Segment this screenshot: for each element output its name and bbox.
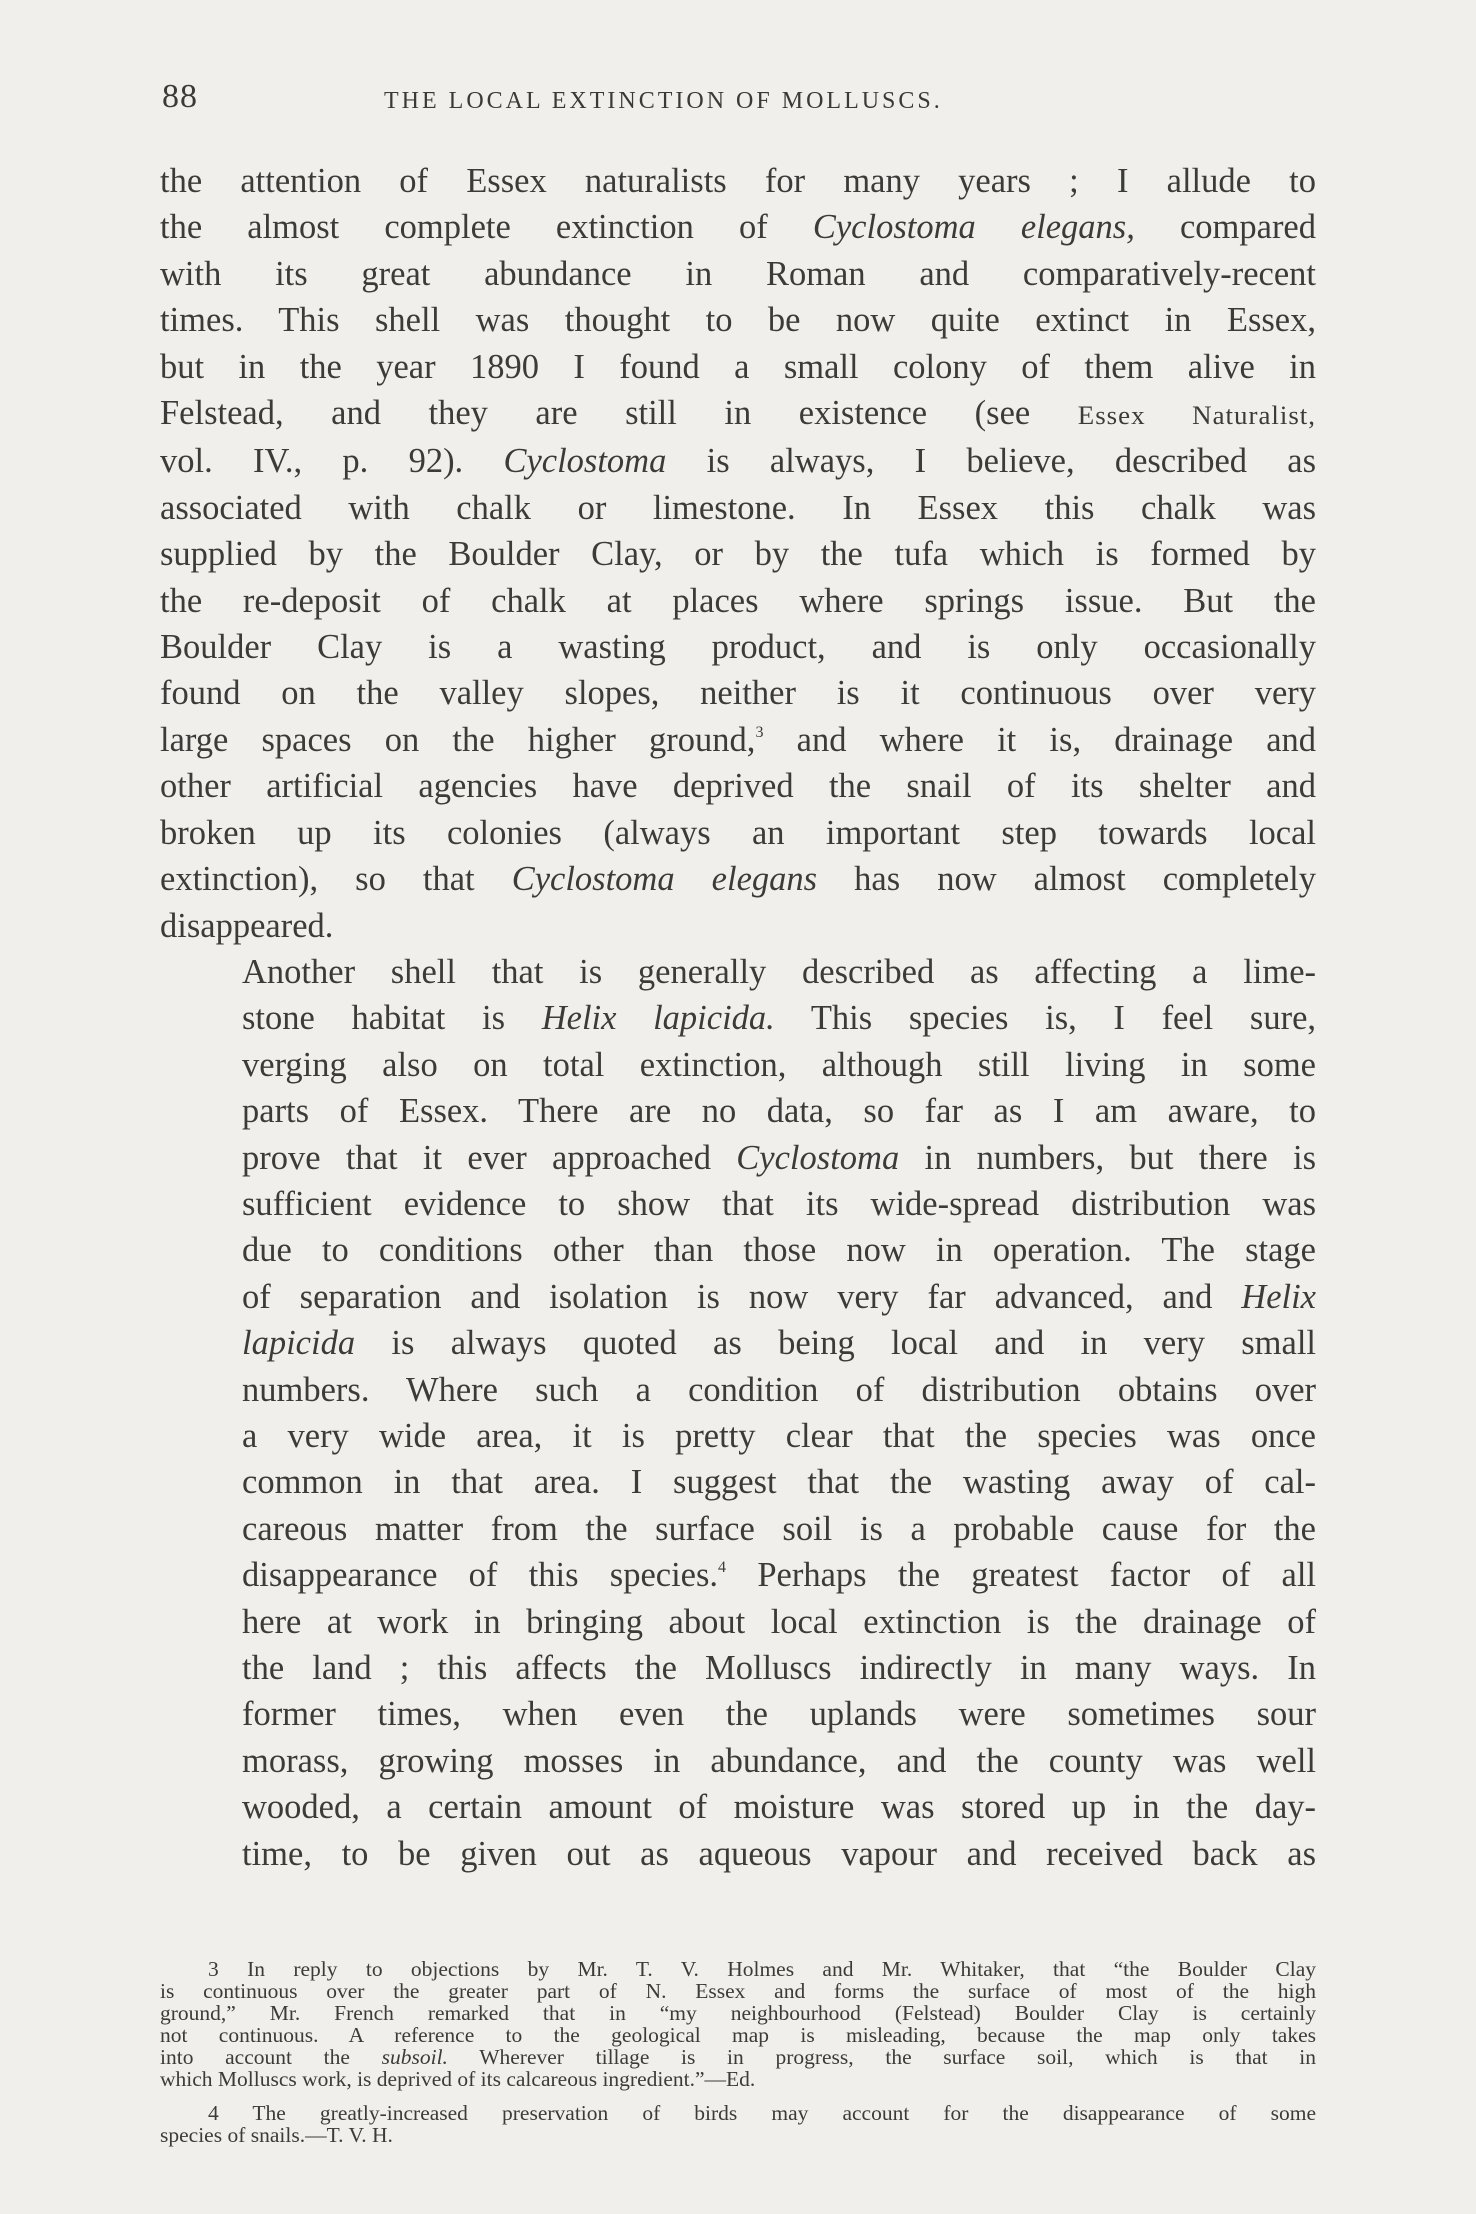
footnote-line: 3 In reply to objections by Mr. T. V. Holmes and Mr. Whitaker, that “the Boulder Clay [208,1957,1316,1981]
footnote-line: 4 The greatly-increased preservation of birds may account for the disappearance of some [208,2101,1316,2125]
text-line: large spaces on the higher ground,$^3$ and where it is, drainage and [160,720,1317,759]
paragraph-1 [160,158,1316,949]
text-line: supplied by the Boulder Clay, or by the tufa which is formed by [160,535,1316,574]
paragraph-2 [160,949,1316,1877]
text-line: verging also on total extinction, although still living in some [242,1045,1316,1084]
text-line: other artificial agencies have deprived the snail of its shelter and [160,767,1316,806]
text-line: times. This shell was thought to be now quite extinct in Essex, [160,301,1316,340]
page-number: 88 [162,78,198,115]
text-line: of separation and isolation is now very far advanced, and Helix [242,1277,1316,1316]
text-line: careous matter from the surface soil is a probable cause for the [242,1509,1316,1548]
text-line: vol. IV., p. 92). Cyclostoma is always, I believe, described as [160,442,1317,481]
species-name: Cyclostoma elegans [511,860,818,899]
text-line: disappeared. [160,906,334,945]
text-line: the re-deposit of chalk at places where springs issue. But the [160,581,1316,620]
journal-name: Essex Naturalist, [1077,400,1317,431]
footnote-line: which Molluscs work, is deprived of its calcareous ingredient.”—Ed. [160,2067,756,2091]
text-line: associated with chalk or limestone. In Essex this chalk was [160,488,1316,527]
footnote-4 [160,2102,1316,2146]
footnote-ref-4: 4 [718,1559,727,1577]
text-line: found on the valley slopes, neither is it continuous over very [160,674,1316,713]
text-line: morass, growing mosses in abundance, and the county was well [242,1741,1316,1780]
text-line: stone habitat is Helix lapicida. This species is, I feel sure, [242,999,1317,1038]
footnotes [160,1958,1316,2158]
footnote-line: ground,” Mr. French remarked that in “my neighbourhood (Felstead) Boulder Clay is certainly [160,2001,1316,2025]
text-line: Another shell that is generally described as affecting a lime- [242,952,1316,991]
species-name: Helix lapicida. [541,999,775,1038]
body-text [160,158,1316,1877]
species-name: Cyclostoma [736,1138,900,1177]
text-line: wooded, a certain amount of moisture was stored up in the day- [242,1788,1316,1827]
footnote-ref-3: 3 [755,723,764,741]
text-line: Felstead, and they are still in existence (see Essex Naturalist, [160,394,1317,433]
species-name: Cyclostoma elegans, [812,208,1135,247]
text-line: common in that area. I suggest that the wasting away of cal- [242,1463,1316,1502]
text-line: with its great abundance in Roman and comparatively-recent [160,254,1316,293]
text-line: due to conditions other than those now in operation. The stage [242,1231,1316,1270]
species-name: Cyclostoma [503,442,667,481]
text-line: sufficient evidence to show that its wide-spread distribution was [242,1184,1316,1223]
emphasis: subsoil. [381,2045,448,2069]
text-line: but in the year 1890 I found a small colony of them alive in [160,347,1316,386]
text-line: the attention of Essex naturalists for many years ; I allude to [160,162,1316,200]
species-name: lapicida [242,1324,356,1363]
footnote-line: into account the subsoil. Wherever tillage is in progress, the surface soil, which is that in [160,2045,1317,2069]
text-line: broken up its colonies (always an important step towards local [160,813,1316,852]
text-line: former times, when even the uplands were sometimes sour [242,1695,1316,1734]
footnote-line: is continuous over the greater part of N. Essex and forms the surface of most of the high [160,1979,1316,2003]
text-line: here at work in bringing about local extinction is the drainage of [242,1602,1316,1641]
text-line: parts of Essex. There are no data, so far as I am aware, to [242,1092,1316,1131]
text-line: disappearance of this species.$^4$ Perhaps the greatest factor of all [242,1556,1317,1595]
text-line: Boulder Clay is a wasting product, and is only occasionally [160,628,1316,667]
text-line: the land ; this affects the Molluscs indirectly in many ways. In [242,1649,1316,1687]
text-line: a very wide area, it is pretty clear that the species was once [242,1416,1316,1455]
text-line: extinction), so that Cyclostoma elegans has now almost completely [160,860,1317,899]
running-head: THE LOCAL EXTINCTION OF MOLLUSCS. [384,88,943,114]
text-line: prove that it ever approached Cyclostoma in numbers, but there is [242,1138,1317,1177]
text-line: the almost complete extinction of Cyclostoma elegans, compared [160,208,1316,247]
footnote-line: species of snails.—T. V. H. [160,2123,393,2147]
page-header [162,78,1312,128]
text-line: time, to be given out as aqueous vapour and received back as [242,1834,1316,1873]
text-line: numbers. Where such a condition of distribution obtains over [242,1370,1316,1409]
text-line: lapicida is always quoted as being local and in very small [242,1324,1316,1363]
footnote-3 [160,1958,1316,2090]
footnote-line: not continuous. A reference to the geological map is misleading, because the map only takes [160,2023,1316,2047]
species-name: Helix [1241,1277,1316,1316]
